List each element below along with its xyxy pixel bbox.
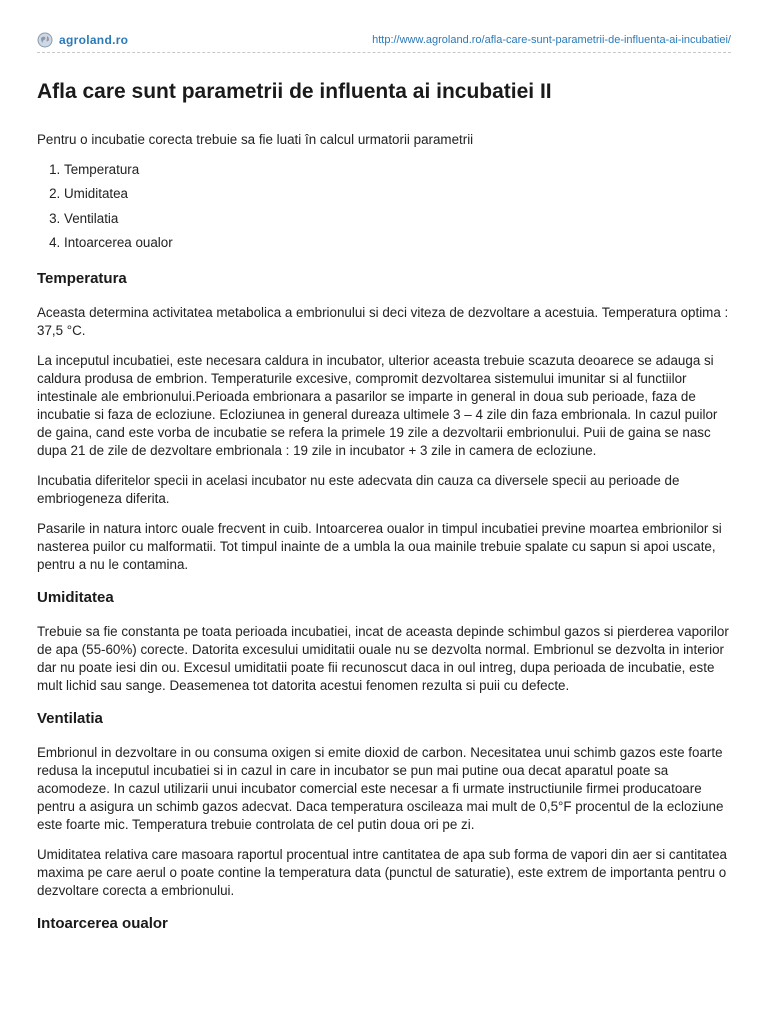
list-item: 4. Intoarcerea oualor xyxy=(64,231,731,255)
site-brand[interactable] xyxy=(37,32,128,48)
section-heading-temperatura: Temperatura xyxy=(37,270,127,288)
article xyxy=(37,78,731,949)
paragraph: Trebuie sa fie constanta pe toata perioada incubatiei, incat de aceasta depinde schimbul gazos si pierderea vaporilor de apa (55-60%) corecte. Datorita excesului umiditatii ouale nu se dezvolta normal. Embrionul se dezvolta in interior dar nu poate iesi din ou. Excesul umiditatii poate fii recunoscut daca in oul intreg, dupa perioada de incubatie, este mult lichid sau sange. Deasemenea tot datorita acestui fenomen rezulta si puii cu defecte. xyxy=(37,624,729,694)
page-header xyxy=(37,30,731,53)
parameter-list xyxy=(37,158,731,255)
list-item: 2. Umiditatea xyxy=(64,182,731,206)
paragraph: Pasarile in natura intorc ouale frecvent in cuib. Intoarcerea oualor in timpul incubatiei previne moartea embrionilor si nasterea puilor cu malformatii. Tot timpul inainte de a umbla la oua mainile trebuie spalate cu sapun si apoi uscate, pentru a nu le contamina. xyxy=(37,521,722,573)
list-item: 3. Ventilatia xyxy=(64,207,731,231)
paragraph: La inceputul incubatiei, este necesara caldura in incubator, ulterior aceasta trebuie scazuta deoarece se adauga si caldura produsa de embrion. Temperaturile excesive, compromit dezvoltarea sistemului imunitar si al functiilor intestinale ale embrionului.Perioada embrionara a pasarilor se imparte in general in doua sub perioade, faza de incubatie si faza de ecloziune. Ecloziunea in general dureaza ultimele 3 – 4 zile din faza embrionala. In cazul puilor de gaina, cand este vorba de incubatie se refera la primele 19 zile a dezvoltarii embrionului. Puii de gaina se nasc dupa 21 de zile de dezvoltare embrionala : 19 zile in incubator + 3 zile in camera de ecloziune. xyxy=(37,353,718,459)
section-heading-ventilatia: Ventilatia xyxy=(37,710,103,728)
intro-paragraph: Pentru o incubatie corecta trebuie sa fie luati în calcul urmatorii parametrii xyxy=(37,132,474,147)
paragraph: Incubatia diferitelor specii in acelasi incubator nu este adecvata din cauza ca diversele specii au perioade de embriogeneza diferita. xyxy=(37,473,680,507)
paragraph: Embrionul in dezvoltare in ou consuma oxigen si emite dioxid de carbon. Necesitatea unui schimb gazos este foarte redusa la inceputul incubatiei si in cazul in care in incubator se pun mai putine oua decat aparatul poate sa acomodeze. In cazul utilizarii unui incubator comercial este necesar a fi urmate instructiunile firmei producatoare pentru a asigura un schimb gazos adecvat. Daca temperatura oscileaza mai mult de 0,5°F procentul de la ecloziune este foarte mic. Temperatura trebuie controlata de cel putin doua ori pe zi. xyxy=(37,745,724,833)
paragraph: Umiditatea relativa care masoara raportul procentual intre cantitatea de apa sub forma de vapori din aer si cantitatea maxima pe care aerul o poate contine la temperatura data (punctul de saturatie), este extrem de importanta pentru o dezvoltare corecta a embrionului. xyxy=(37,847,727,899)
site-name: agroland.ro xyxy=(59,33,129,47)
section-heading-umiditatea: Umiditatea xyxy=(37,589,114,607)
list-item: 1. Temperatura xyxy=(64,158,731,182)
section-heading-intoarcerea-oualor: Intoarcerea oualor xyxy=(37,915,168,933)
page-title: Afla care sunt parametrii de influenta ai incubatiei II xyxy=(37,80,552,103)
paragraph: Aceasta determina activitatea metabolica a embrionului si deci viteza de dezvoltare a acestuia. Temperatura optima : 37,5 °C. xyxy=(37,305,729,339)
globe-icon xyxy=(37,32,53,48)
page-url-link[interactable]: http://www.agroland.ro/afla-care-sunt-parametrii-de-influenta-ai-incubatiei/ xyxy=(372,34,731,46)
